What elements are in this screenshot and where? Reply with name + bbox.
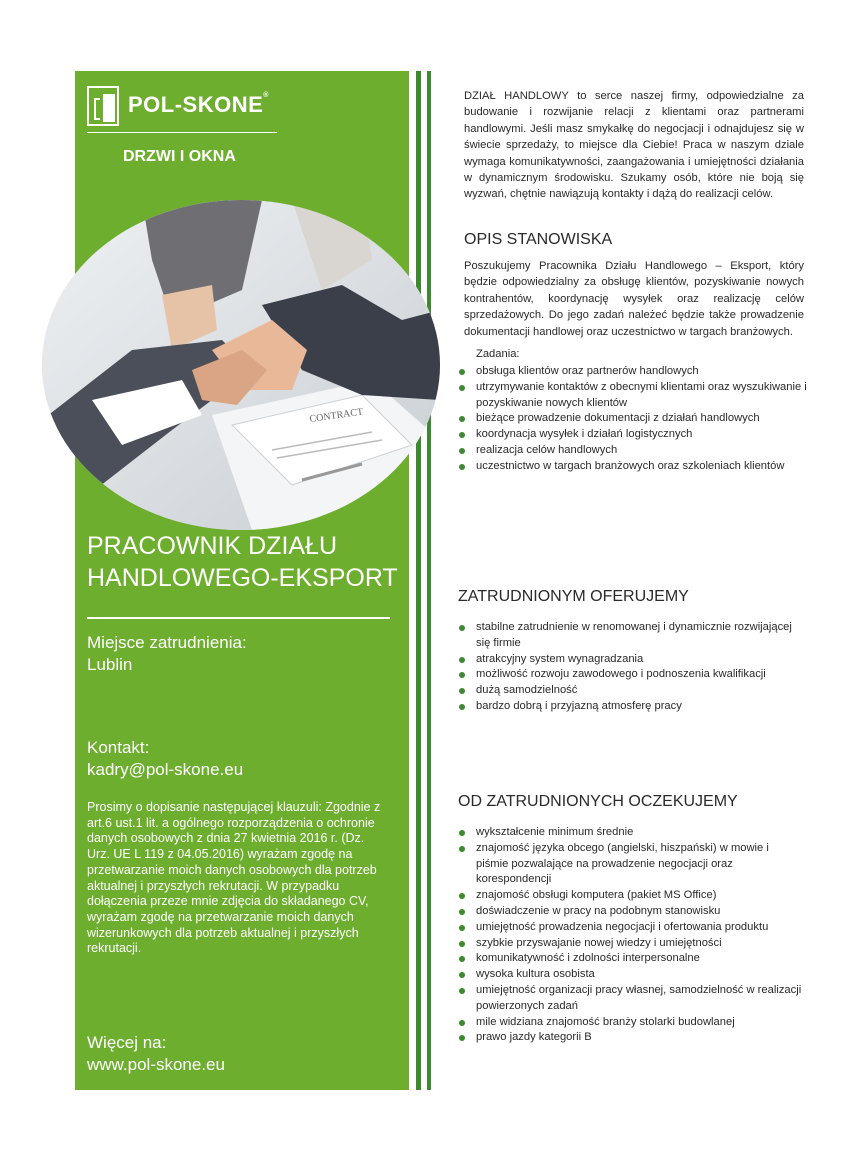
list-item: stabilne zatrudnienie w renomowanej i dynamicznie rozwijającej się firmie [458,620,798,652]
company-tagline: DRZWI I OKNA [123,148,236,165]
job-title [87,530,407,594]
list-item: możliwość rozwoju zawodowego i podnoszenia kwalifikacji [458,667,798,683]
more-label: Więcej na: [87,1033,167,1052]
opis-text: Poszukujemy Pracownika Działu Handlowego – Eksport, który będzie odpowiedzialny za obsługę klientów, pozyskiwanie nowych kontrahentów, koordynację wysyłek oraz realizację celów sprzedażowych. Do jego zadań należeć będzie także prowadzenie dokumentacji handlowej oraz uczestnictwo w targach branżowych. [464,260,804,338]
list-item: wykształcenie minimum średnie [458,825,803,841]
requirements-list [458,825,803,1046]
website-link[interactable]: www.pol-skone.eu [87,1055,225,1074]
list-item: uczestnictwo w targach branżowych oraz szkoleniach klientów [458,459,808,475]
tasks-label: Zadania: [476,348,520,360]
list-item: umiejętność organizacji pracy własnej, samodzielność w realizacji powierzonych zadań [458,983,803,1015]
list-item: bieżące prowadzenie dokumentacji z działań handlowych [458,411,808,427]
location-label: Miejsce zatrudnienia: [87,633,247,652]
contract-text: CONTRACT [308,406,364,425]
door-logo-icon [87,86,119,126]
list-item: atrakcyjny system wynagradzania [458,652,798,668]
tasks-list [458,364,808,475]
list-item: szybkie przyswajanie nowej wiedzy i umiejętności [458,936,803,952]
list-item: utrzymywanie kontaktów z obecnymi klientami oraz wyszukiwanie i pozyskiwanie nowych klientów [458,380,808,412]
list-item: realizacja celów handlowych [458,443,808,459]
list-item: wysoka kultura osobista [458,967,803,983]
logo-divider [87,132,277,133]
list-item: obsługa klientów oraz partnerów handlowych [458,364,808,380]
offer-list [458,620,798,715]
location-value: Lublin [87,655,133,674]
list-item: komunikatywność i zdolności interpersonalne [458,951,803,967]
list-item: koordynacja wysyłek i działań logistycznych [458,427,808,443]
intro-text: DZIAŁ HANDLOWY to serce naszej firmy, odpowiedzialne za budowanie i rozwijanie relacji z klientami oraz partnerami handlowymi. Jeśli masz smykałkę do negocjacji i odnajdujesz się w świecie sprzedaży, to miejsce dla Ciebie! Praca w naszym dziale wymaga komunikatywności, zaangażowania i umiejętności działania w dynamicznym środowisku. Szukamy osób, które nie boją się wyzwań, chętnie nawiązują kontakty i dążą do realizacji celów. [464,90,804,201]
job-title-line-2: HANDLOWEGO-EKSPORT [87,564,398,592]
list-item: doświadczenie w pracy na podobnym stanowisku [458,904,803,920]
title-divider [87,617,390,619]
opis-heading: OPIS STANOWISKA [464,231,613,248]
company-name: POL-SKONE® [128,92,269,117]
list-item: umiejętność prowadzenia negocjacji i ofertowania produktu [458,920,803,936]
list-item: znajomość języka obcego (angielski, hiszpański) w mowie i piśmie pozwalające na prowadzenie negocjacji oraz korespondencji [458,841,803,888]
list-item: mile widziana znajomość branży stolarki budowlanej [458,1015,803,1031]
list-item: znajomość obsługi komputera (pakiet MS Office) [458,888,803,904]
handshake-photo [42,200,440,530]
stripe-1 [416,71,421,1090]
contact-label: Kontakt: [87,738,150,757]
job-title-line-1: PRACOWNIK DZIAŁU [87,532,338,560]
list-item: dużą samodzielność [458,683,798,699]
oferujemy-heading: ZATRUDNIONYM OFERUJEMY [458,588,689,605]
stripe-2 [427,71,431,1090]
gdpr-clause: Prosimy o dopisanie następującej klauzuli: Zgodnie z art.6 ust.1 lit. a ogólnego rozporządzenia o ochronie danych osobowych z dnia 27 kwietnia 2016 r. (Dz. Urz. UE L 119 z 04.05.2016) wyrażam zgodę na przetwarzanie moich danych osobowych dla potrzeb aktualnej i przyszłych rekrutacji. W przypadku dołączenia przeze mnie zdjęcia do składanego CV, wyrażam zgodę na przetwarzanie moich danych wizerunkowych dla potrzeb aktualnej i przyszłych rekrutacji. [87,800,381,956]
list-item: bardzo dobrą i przyjazną atmosferę pracy [458,699,798,715]
contact-email[interactable]: kadry@pol-skone.eu [87,760,244,779]
list-item: prawo jazdy kategorii B [458,1030,803,1046]
oczekujemy-heading: OD ZATRUDNIONYCH OCZEKUJEMY [458,793,738,810]
